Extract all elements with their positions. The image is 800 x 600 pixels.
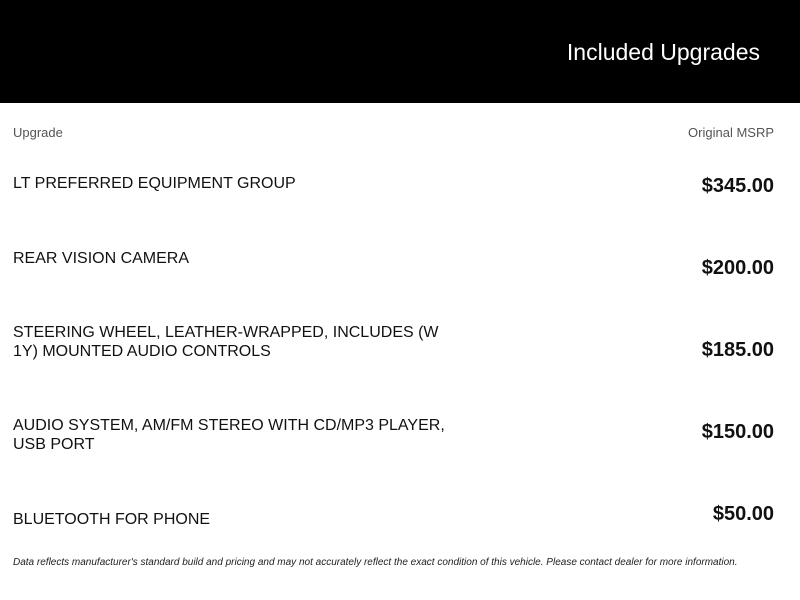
upgrade-name: STEERING WHEEL, LEATHER-WRAPPED, INCLUDES (W 1Y) MOUNTED AUDIO CONTROLS xyxy=(13,324,439,360)
upgrade-name: AUDIO SYSTEM, AM/FM STEREO WITH CD/MP3 PLAYER, USB PORT xyxy=(13,417,445,453)
page-title: Included Upgrades xyxy=(566,39,760,65)
upgrade-name: REAR VISION CAMERA xyxy=(13,250,190,267)
header-bar xyxy=(0,0,800,103)
upgrade-price: $345.00 xyxy=(701,175,774,197)
upgrade-price: $185.00 xyxy=(701,339,774,361)
disclaimer-text: Data reflects manufacturer's standard build and pricing and may not accurately reflect the exact condition of this vehicle. Please contact dealer for more information. xyxy=(13,557,738,568)
column-header-msrp: Original MSRP xyxy=(688,125,774,140)
upgrade-price: $50.00 xyxy=(712,503,774,525)
upgrade-price: $200.00 xyxy=(701,257,774,279)
upgrade-name: LT PREFERRED EQUIPMENT GROUP xyxy=(13,175,296,192)
upgrade-price: $150.00 xyxy=(701,421,774,443)
upgrade-name: BLUETOOTH FOR PHONE xyxy=(13,511,211,528)
column-header-upgrade: Upgrade xyxy=(13,125,63,140)
